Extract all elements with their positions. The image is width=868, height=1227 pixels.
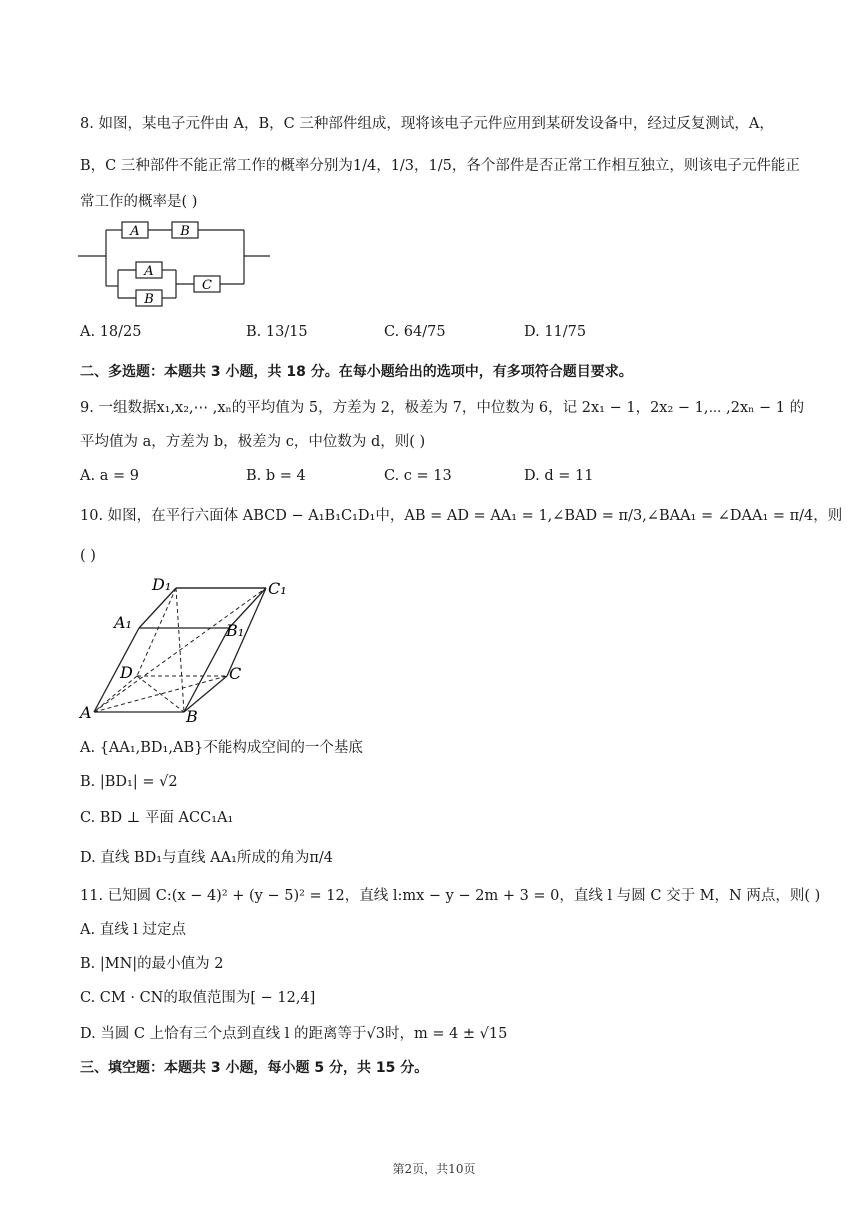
q9-option-c: C. c = 13 (384, 468, 452, 484)
q8-stem-line2: B，C 三种部件不能正常工作的概率分别为1/4，1/3，1/5，各个部件是否正常工作相互独立，则该电子元件能正 (80, 158, 800, 174)
label-d1: D₁ (152, 575, 172, 594)
q8-stem-line1: 8. 如图，某电子元件由 A，B，C 三种部件组成，现将该电子元件应用到某研发设备中，经过反复测试，A， (80, 116, 774, 132)
q10-option-c: C. BD ⊥ 平面 ACC₁A₁ (80, 810, 234, 826)
section-3-heading: 三、填空题：本题共 3 小题，每小题 5 分，共 15 分。 (80, 1060, 429, 1076)
q11-option-a: A. 直线 l 过定点 (80, 922, 187, 938)
circuit-label-c: C (202, 278, 212, 293)
q10-option-b: B. |BD₁| = √2 (80, 774, 178, 790)
q11-option-b: B. |MN|的最小值为 2 (80, 956, 224, 972)
q9-stem-line2: 平均值为 a，方差为 b，极差为 c，中位数为 d，则( ) (80, 434, 426, 450)
label-c: C (229, 664, 242, 683)
q9-option-b: B. b = 4 (246, 468, 306, 484)
label-a: A (80, 703, 92, 722)
q10-option-a: A. {AA₁,BD₁,AB}不能构成空间的一个基底 (80, 740, 363, 756)
circuit-label-b1: B (180, 224, 190, 239)
q10-stem-line2: ( ) (80, 548, 96, 564)
parallelepiped-figure (76, 572, 296, 732)
q9-option-d: D. d = 11 (524, 468, 594, 484)
label-d: D (120, 663, 133, 682)
q9-stem-line1: 9. 一组数据x₁,x₂,⋯ ,xₙ的平均值为 5，方差为 2，极差为 7，中位数为 6，记 2x₁ − 1，2x₂ − 1,⋯ ,2xₙ − 1 的 (80, 400, 805, 416)
q11-stem-line1: 11. 已知圆 C:(x − 4)² + (y − 5)² = 12，直线 l:mx − y − 2m + 3 = 0，直线 l 与圆 C 交于 M，N 两点，则( ) (80, 888, 821, 904)
label-c1: C₁ (268, 579, 287, 598)
q8-option-d: D. 11/75 (524, 324, 587, 340)
circuit-label-b2: B (144, 292, 154, 307)
circuit-diagram (78, 214, 278, 310)
q10-stem-line1: 10. 如图，在平行六面体 ABCD − A₁B₁C₁D₁中，AB = AD = AA₁ = 1,∠BAD = π/3,∠BAA₁ = ∠DAA₁ = π/4，则 (80, 508, 843, 524)
label-b1: B₁ (226, 621, 245, 640)
circuit-label-a1: A (130, 224, 140, 239)
page-footer: 第2页，共10页 (392, 1162, 476, 1176)
q8-option-b: B. 13/15 (246, 324, 308, 340)
circuit-label-a2: A (144, 264, 154, 279)
q8-option-a: A. 18/25 (80, 324, 142, 340)
q8-stem-line3: 常工作的概率是( ) (80, 194, 198, 210)
q11-option-d: D. 当圆 C 上恰有三个点到直线 l 的距离等于√3时，m = 4 ± √15 (80, 1026, 508, 1042)
label-a1: A₁ (114, 613, 132, 632)
section-2-heading: 二、多选题：本题共 3 小题，共 18 分。在每小题给出的选项中，有多项符合题目要求。 (80, 364, 633, 380)
q11-option-c: C. CM · CN的取值范围为[ − 12,4] (80, 990, 316, 1006)
q9-option-a: A. a = 9 (80, 468, 139, 484)
label-b: B (186, 707, 198, 726)
q8-option-c: C. 64/75 (384, 324, 446, 340)
q10-option-d: D. 直线 BD₁与直线 AA₁所成的角为π/4 (80, 850, 334, 866)
